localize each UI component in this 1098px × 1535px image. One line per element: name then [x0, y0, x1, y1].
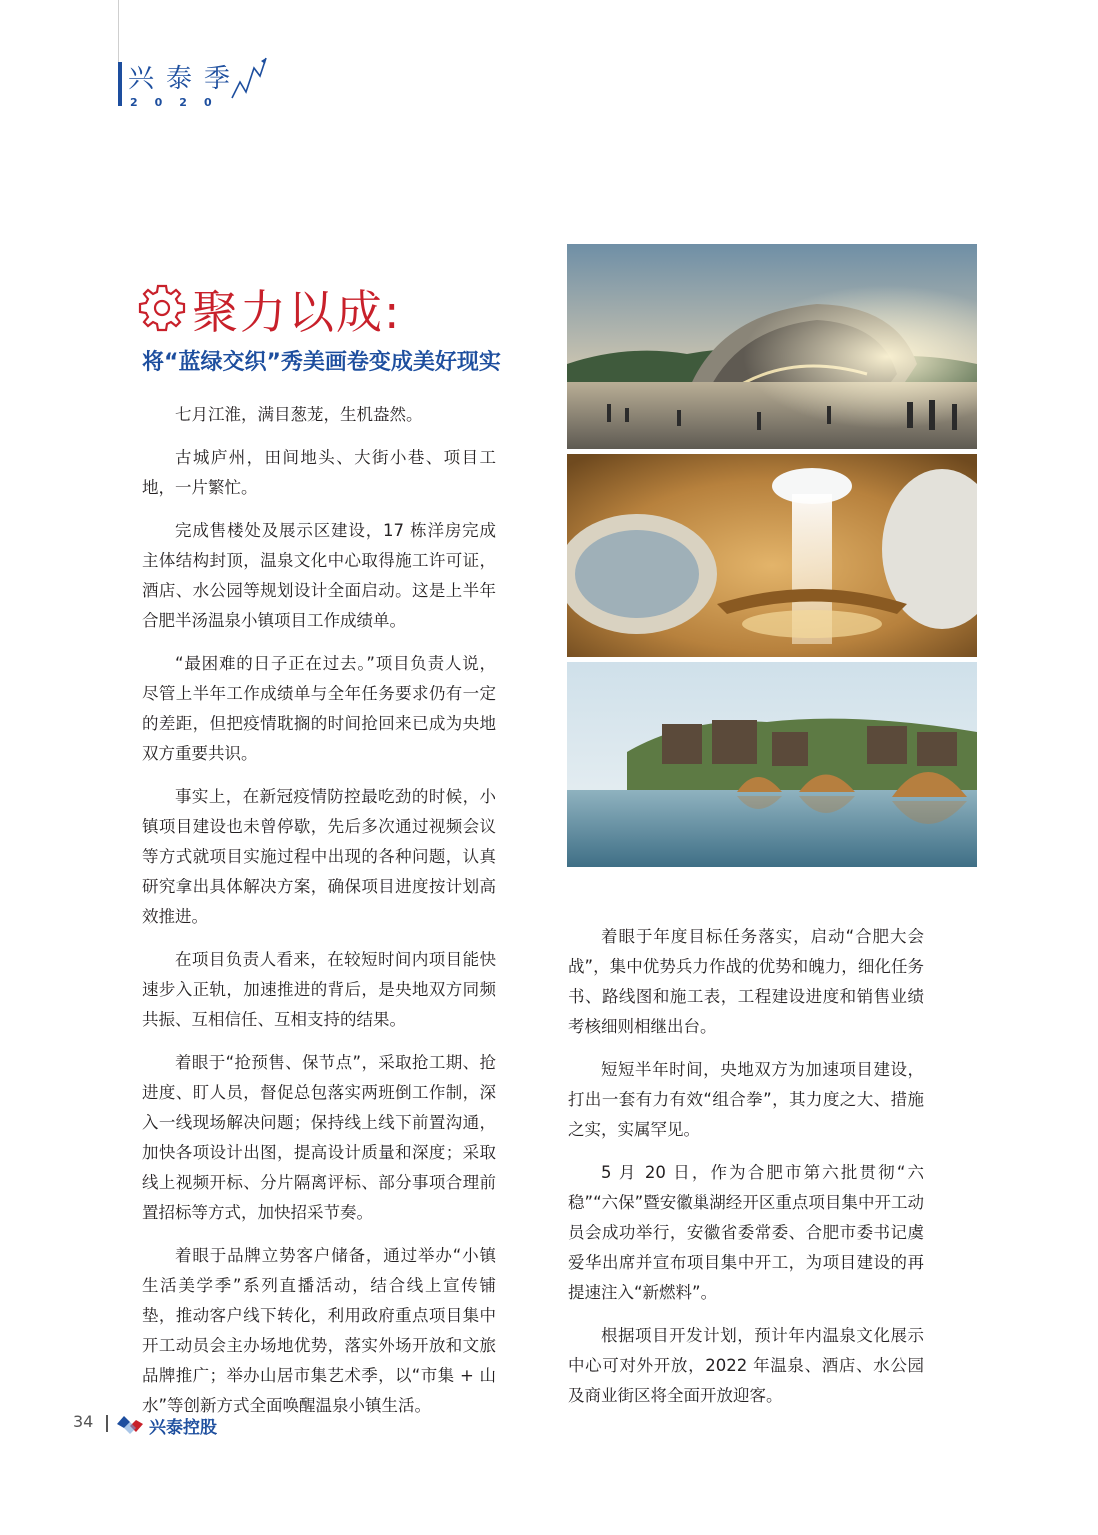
paragraph: 古城庐州，田间地头、大街小巷、项目工地，一片繁忙。	[142, 448, 496, 497]
article-title: 聚力以成:	[192, 285, 402, 339]
magazine-logo	[118, 52, 288, 112]
gear-icon	[136, 282, 188, 334]
paragraph: 在项目负责人看来，在较短时间内项目能快速步入正轨，加速推进的背后，是央地双方同频共振、互相信任、互相支持的结果。	[142, 950, 496, 1029]
photo-atrium-waterfall	[567, 454, 977, 657]
photo-plaza-dome	[567, 244, 977, 449]
magazine-title: 兴泰季	[128, 64, 243, 94]
paragraph: 完成售楼处及展示区建设，17 栋洋房完成主体结构封顶，温泉文化中心取得施工许可证，酒店、水公园等规划设计全面启动。这是上半年合肥半汤温泉小镇项目工作成绩单。	[142, 521, 496, 630]
photo-lakeside-villas	[567, 662, 977, 867]
left-column	[142, 400, 496, 1434]
paragraph: 着眼于“抢预售、保节点”，采取抢工期、抢进度、盯人员，督促总包落实两班倒工作制，深入一线现场解决问题；保持线上线下前置沟通，加快各项设计出图，提高设计质量和深度；采取线上视频开标、分片隔离评标、部分事项合理前置招标等方式，加快招采节奏。	[142, 1053, 496, 1222]
paragraph: 5 月 20 日，作为合肥市第六批贯彻“六稳”“六保”暨安徽巢湖经开区重点项目集中开工动员会成功举行，安徽省委常委、合肥市委书记虞爱华出席并宣布项目集中开工，为项目建设的再提速注入“新燃料”。	[568, 1163, 924, 1302]
paragraph: 着眼于品牌立势客户储备，通过举办“小镇生活美学季”系列直播活动，结合线上宣传铺垫，推动客户线下转化，利用政府重点项目集中开工动员会主办场地优势，落实外场开放和文旅品牌推广；举办山居市集艺术季，以“市集 + 山水”等创新方式全面唤醒温泉小镇生活。	[142, 1246, 496, 1415]
page-number: 34	[73, 1412, 94, 1431]
brand-logo-icon	[115, 1413, 145, 1435]
paragraph: “最困难的日子正在过去。”项目负责人说，尽管上半年工作成绩单与全年任务要求仍有一定的差距，但把疫情耽搁的时间抢回来已成为央地双方重要共识。	[142, 654, 496, 763]
right-column	[568, 922, 924, 1424]
article-subtitle: 将“蓝绿交织”秀美画卷变成美好现实	[142, 350, 501, 375]
sparkline-icon	[230, 52, 270, 102]
paragraph: 事实上，在新冠疫情防控最吃劲的时候，小镇项目建设也未曾停歇，先后多次通过视频会议等方式就项目实施过程中出现的各种问题，认真研究拿出具体解决方案，确保项目进度按计划高效推进。	[142, 787, 496, 926]
paragraph: 根据项目开发计划，预计年内温泉文化展示中心可对外开放，2022 年温泉、酒店、水公园及商业街区将全面开放迎客。	[568, 1326, 924, 1405]
magazine-logo-bar	[118, 62, 122, 106]
paragraph: 着眼于年度目标任务落实，启动“合肥大会战”，集中优势兵力作战的优势和魄力，细化任务书、路线图和施工表，工程建设进度和销售业绩考核细则相继出台。	[568, 927, 924, 1036]
paragraph: 七月江淮，满目葱茏，生机盎然。	[175, 405, 423, 424]
magazine-year: 2020	[130, 96, 229, 109]
footer-divider	[106, 1415, 108, 1432]
paragraph: 短短半年时间，央地双方为加速项目建设，打出一套有力有效“组合拳”，其力度之大、措施之实，实属罕见。	[568, 1060, 924, 1139]
brand-name: 兴泰控股	[149, 1418, 217, 1438]
